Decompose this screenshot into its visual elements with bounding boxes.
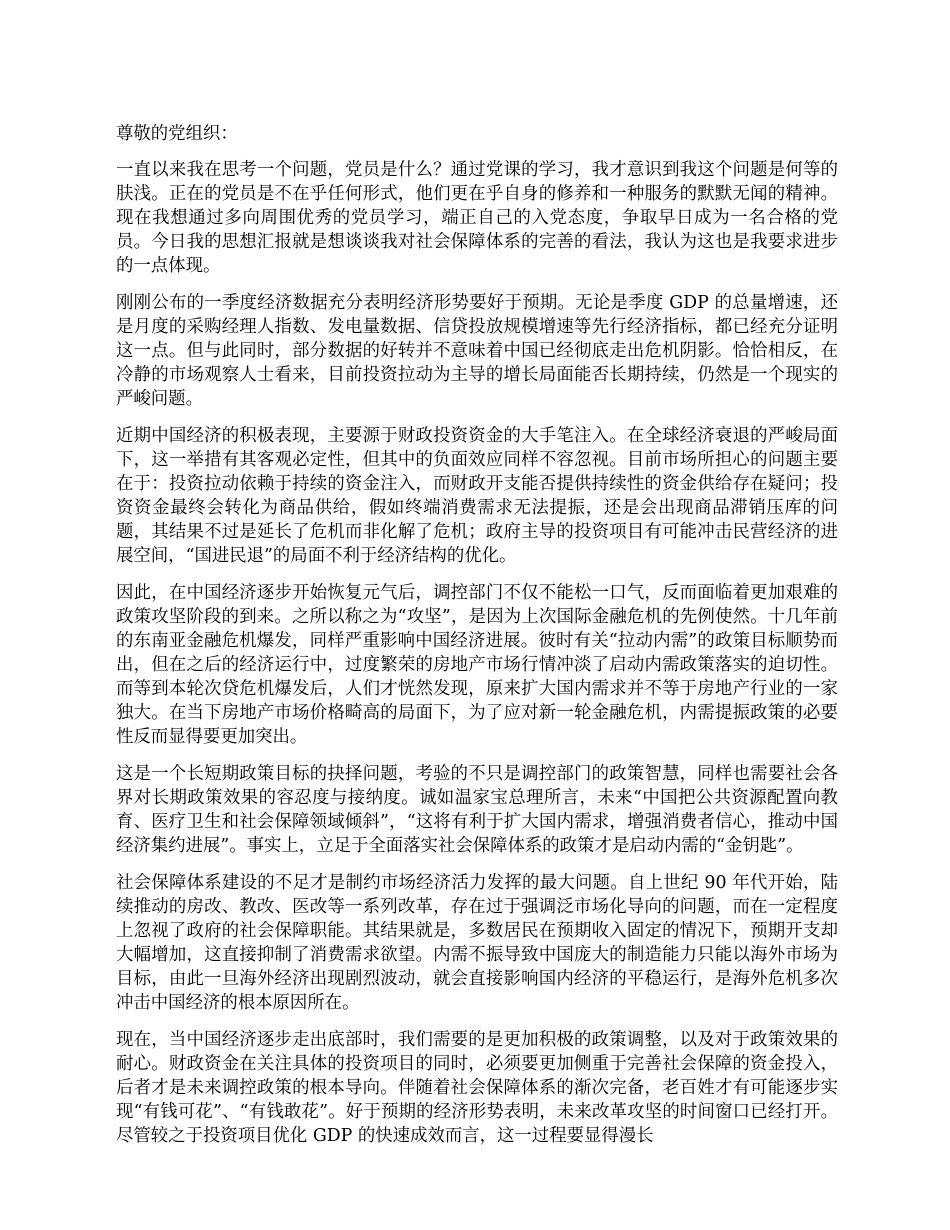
paragraph: 近期中国经济的积极表现，主要源于财政投资资金的大手笔注入。在全球经济衰退的严峻局面下，这一举措有其客观必定性，但其中的负面效应同样不容忽视。目前市场所担心的问题主要在于：投资拉动依赖于持续的资金注入，而财政开支能否提供持续性的资金供给存在疑问；投资资金最终会转化为商品供给，假如终端消费需求无法提振，还是会出现商品滞销压库的问题，其结果不过是延长了危机而非化解了危机；政府主导的投资项目有可能冲击民营经济的进展空间，“国进民退”的局面不利于经济结构的优化。: [116, 426, 838, 566]
salutation: 尊敬的党组织：: [116, 124, 238, 144]
document-page: [116, 122, 838, 1161]
paragraph: 刚刚公布的一季度经济数据充分表明经济形势要好于预期。无论是季度 GDP 的总量增速，还是月度的采购经理人指数、发电量数据、信贷投放规模增速等先行经济指标，都已经充分证明这一点。但与此同时，部分数据的好转并不意味着中国已经彻底走出危机阴影。恰恰相反，在冷静的市场观察人士看来，目前投资拉动为主导的增长局面能否长期持续，仍然是一个现实的严峻问题。: [116, 293, 838, 409]
paragraph: 社会保障体系建设的不足才是制约市场经济活力发挥的最大问题。自上世纪 90 年代开始，陆续推动的房改、教改、医改等一系列改革，存在过于强调泛市场化导向的问题，而在一定程度上忽视了政府的社会保障职能。其结果就是，多数居民在预期收入固定的情况下，预期开支却大幅增加，这直接抑制了消费需求欲望。内需不振导致中国庞大的制造能力只能以海外市场为目标，由此一旦海外经济出现剧烈波动，就会直接影响国内经济的平稳运行，是海外危机多次冲击中国经济的根本原因所在。: [116, 873, 838, 1013]
paragraph: 这是一个长短期政策目标的抉择问题，考验的不只是调控部门的政策智慧，同样也需要社会各界对长期政策效果的容忍度与接纳度。诚如温家宝总理所言，未来“中国把公共资源配置向教育、医疗卫生和社会保障领域倾斜”，“这将有利于扩大国内需求，增强消费者信心，推动中国经济集约进展”。事实上，立足于全面落实社会保障体系的政策才是启动内需的“金钥匙”。: [116, 764, 838, 856]
paragraph: 现在，当中国经济逐步走出底部时，我们需要的是更加积极的政策调整，以及对于政策效果的耐心。财政资金在关注具体的投资项目的同时，必须要更加侧重于完善社会保障的资金投入，后者才是未来调控政策的根本导向。伴随着社会保障体系的渐次完备，老百姓才有可能逐步实现“有钱可花”、“有钱敢花”。好于预期的经济形势表明，未来改革攻坚的时间窗口已经打开。尽管较之于投资项目优化 GDP 的快速成效而言，这一过程要显得漫长: [116, 1030, 838, 1146]
paragraph: 一直以来我在思考一个问题，党员是什么？通过党课的学习，我才意识到我这个问题是何等的肤浅。正在的党员是不在乎任何形式，他们更在乎自身的修养和一种服务的默默无闻的精神。现在我想通过多向周围优秀的党员学习，端正自己的入党态度，争取早日成为一名合格的党员。今日我的思想汇报就是想谈谈我对社会保障体系的完善的看法，我认为这也是我要求进步的一点体现。: [116, 160, 838, 276]
paragraph: 因此，在中国经济逐步开始恢复元气后，调控部门不仅不能松一口气，反而面临着更加艰难的政策攻坚阶段的到来。之所以称之为“攻坚”，是因为上次国际金融危机的先例使然。十几年前的东南亚金融危机爆发，同样严重影响中国经济进展。彼时有关“拉动内需”的政策目标顺势而出，但在之后的经济运行中，过度繁荣的房地产市场行情冲淡了启动内需政策落实的迫切性。而等到本轮次贷危机爆发后，人们才恍然发现，原来扩大国内需求并不等于房地产行业的一家独大。在当下房地产市场价格畸高的局面下，为了应对新一轮金融危机，内需提振政策的必要性反而显得要更加突出。: [116, 583, 838, 747]
